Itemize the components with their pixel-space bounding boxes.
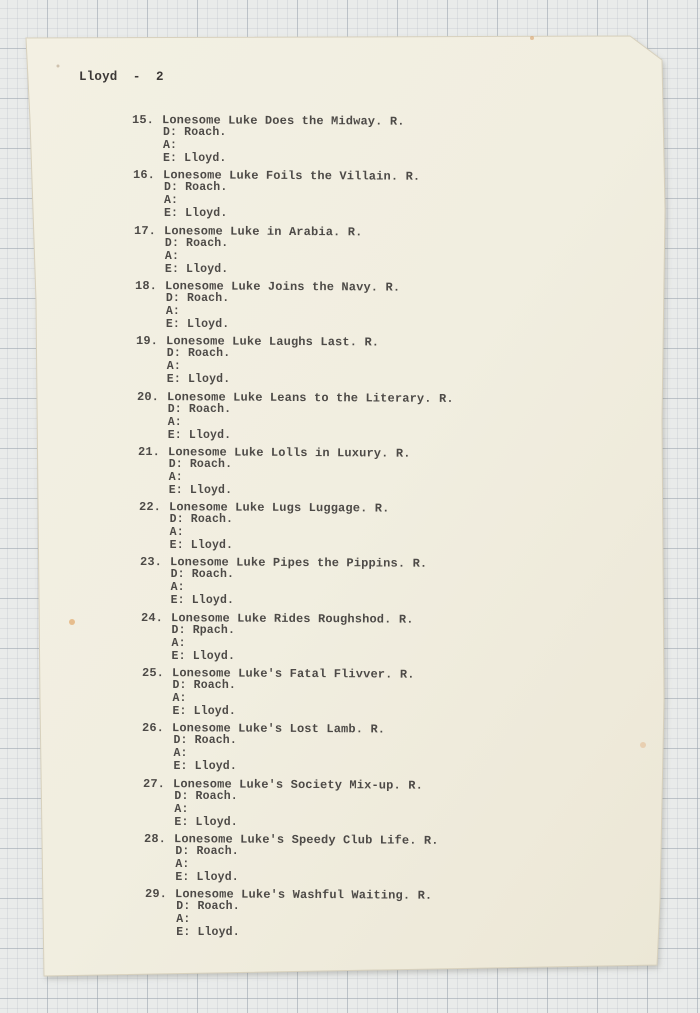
- film-number: 19.: [135, 334, 158, 349]
- actor-credit: A:: [165, 304, 180, 318]
- actor-credit: A:: [170, 581, 185, 595]
- actor-credit: A:: [163, 139, 178, 152]
- film-title: Lonesome Luke Lugs Luggage. R.: [168, 500, 390, 516]
- actor-credit: A:: [171, 636, 186, 650]
- actor-credit: A:: [168, 470, 183, 484]
- actor-credit: A:: [172, 692, 187, 705]
- director-credit: D: Roach.: [169, 513, 234, 527]
- film-title: Lonesome Luke Joins the Navy. R.: [164, 279, 401, 295]
- director-credit: D: Roach.: [175, 844, 239, 858]
- film-number: 15.: [131, 113, 155, 128]
- film-number: 28.: [144, 831, 167, 847]
- star-credit: E: Lloyd.: [168, 483, 233, 497]
- director-credit: D: Roach.: [167, 402, 232, 416]
- director-credit: D: Roach.: [164, 236, 229, 250]
- film-number: 25.: [141, 666, 164, 681]
- film-entry: [143, 778, 423, 829]
- film-entry: [138, 446, 411, 497]
- film-title: Lonesome Luke Laughs Last. R.: [165, 334, 380, 350]
- film-title: Lonesome Luke's Society Mix-up. R.: [173, 776, 424, 793]
- film-entry: [142, 722, 385, 773]
- star-credit: E: Lloyd.: [167, 428, 232, 442]
- film-number: 26.: [142, 721, 165, 736]
- star-credit: E: Lloyd.: [163, 152, 227, 165]
- director-credit: D: Roach.: [173, 734, 237, 748]
- film-title: Lonesome Luke Leans to the Literary. R.: [166, 389, 454, 406]
- director-credit: D: Roach.: [176, 900, 240, 914]
- film-title: Lonesome Luke's Lost Lamb. R.: [172, 721, 386, 737]
- actor-credit: A:: [176, 913, 191, 927]
- film-title-line: [134, 225, 363, 238]
- director-credit: D: Roach.: [165, 291, 230, 305]
- director-credit: D: Roach.: [172, 679, 236, 692]
- star-credit: E: Lloyd.: [165, 317, 230, 331]
- film-number: 17.: [133, 223, 156, 238]
- film-entry: [133, 169, 420, 220]
- star-credit: E: Lloyd.: [169, 539, 234, 553]
- page-header: Lloyd - 2: [79, 70, 164, 84]
- star-credit: E: Lloyd.: [171, 649, 236, 663]
- star-credit: E: Lloyd.: [173, 760, 237, 774]
- film-entry: [132, 114, 405, 165]
- director-credit: D: Roach.: [163, 126, 227, 139]
- actor-credit: A:: [166, 360, 181, 374]
- film-number: 24.: [140, 610, 163, 625]
- director-credit: D: Roach.: [168, 457, 233, 471]
- film-number: 23.: [139, 555, 162, 570]
- actor-credit: A:: [175, 857, 190, 871]
- film-number: 18.: [134, 278, 157, 294]
- film-entry: [145, 888, 432, 939]
- film-title: Lonesome Luke Rides Roughshod. R.: [170, 610, 414, 627]
- film-title: Lonesome Luke Pipes the Pippins. R.: [169, 555, 427, 572]
- film-title: Lonesome Luke's Speedy Club Life. R.: [174, 832, 440, 848]
- film-number: 16.: [132, 168, 156, 183]
- star-credit: E: Lloyd.: [175, 870, 239, 884]
- film-number: 20.: [136, 389, 159, 404]
- star-credit: E: Lloyd.: [163, 207, 228, 221]
- star-credit: E: Lloyd.: [166, 373, 231, 387]
- star-credit: E: Lloyd.: [170, 594, 235, 608]
- actor-credit: A:: [167, 415, 182, 429]
- film-number: 21.: [137, 444, 160, 459]
- director-credit: D: Roach.: [166, 347, 231, 361]
- actor-credit: A:: [174, 802, 189, 816]
- director-credit: D: Rpach.: [171, 623, 236, 637]
- star-credit: E: Lloyd.: [176, 926, 240, 940]
- film-title: Lonesome Luke in Arabia. R.: [163, 223, 363, 239]
- film-entry: [135, 280, 400, 331]
- film-title: Lonesome Luke Does the Midway. R.: [161, 113, 405, 129]
- film-entry: [142, 667, 415, 718]
- star-credit: E: Lloyd.: [172, 705, 236, 718]
- director-credit: D: Roach.: [170, 568, 235, 582]
- star-credit: E: Lloyd.: [174, 815, 238, 829]
- film-number: 27.: [143, 776, 166, 791]
- star-credit: E: Lloyd.: [164, 262, 229, 276]
- film-number: 22.: [138, 500, 161, 515]
- film-entry: [141, 612, 414, 663]
- director-credit: D: Roach.: [163, 181, 228, 195]
- film-entry: [134, 225, 362, 276]
- actor-credit: A:: [164, 249, 179, 263]
- director-credit: D: Roach.: [174, 789, 238, 803]
- actor-credit: A:: [169, 526, 184, 540]
- film-title: Lonesome Luke's Washful Waiting. R.: [175, 887, 433, 903]
- film-title: Lonesome Luke Lolls in Luxury. R.: [167, 444, 411, 461]
- film-entry: [144, 833, 439, 884]
- film-entry: [136, 335, 379, 386]
- film-entry: [137, 391, 454, 442]
- film-number: 29.: [145, 887, 168, 902]
- actor-credit: A:: [163, 194, 179, 208]
- actor-credit: A:: [173, 747, 188, 761]
- film-entry: [140, 556, 427, 607]
- film-title: Lonesome Luke's Fatal Flivver. R.: [171, 666, 415, 682]
- film-entry: [139, 501, 390, 552]
- film-title: Lonesome Luke Foils the Villain. R.: [162, 168, 421, 185]
